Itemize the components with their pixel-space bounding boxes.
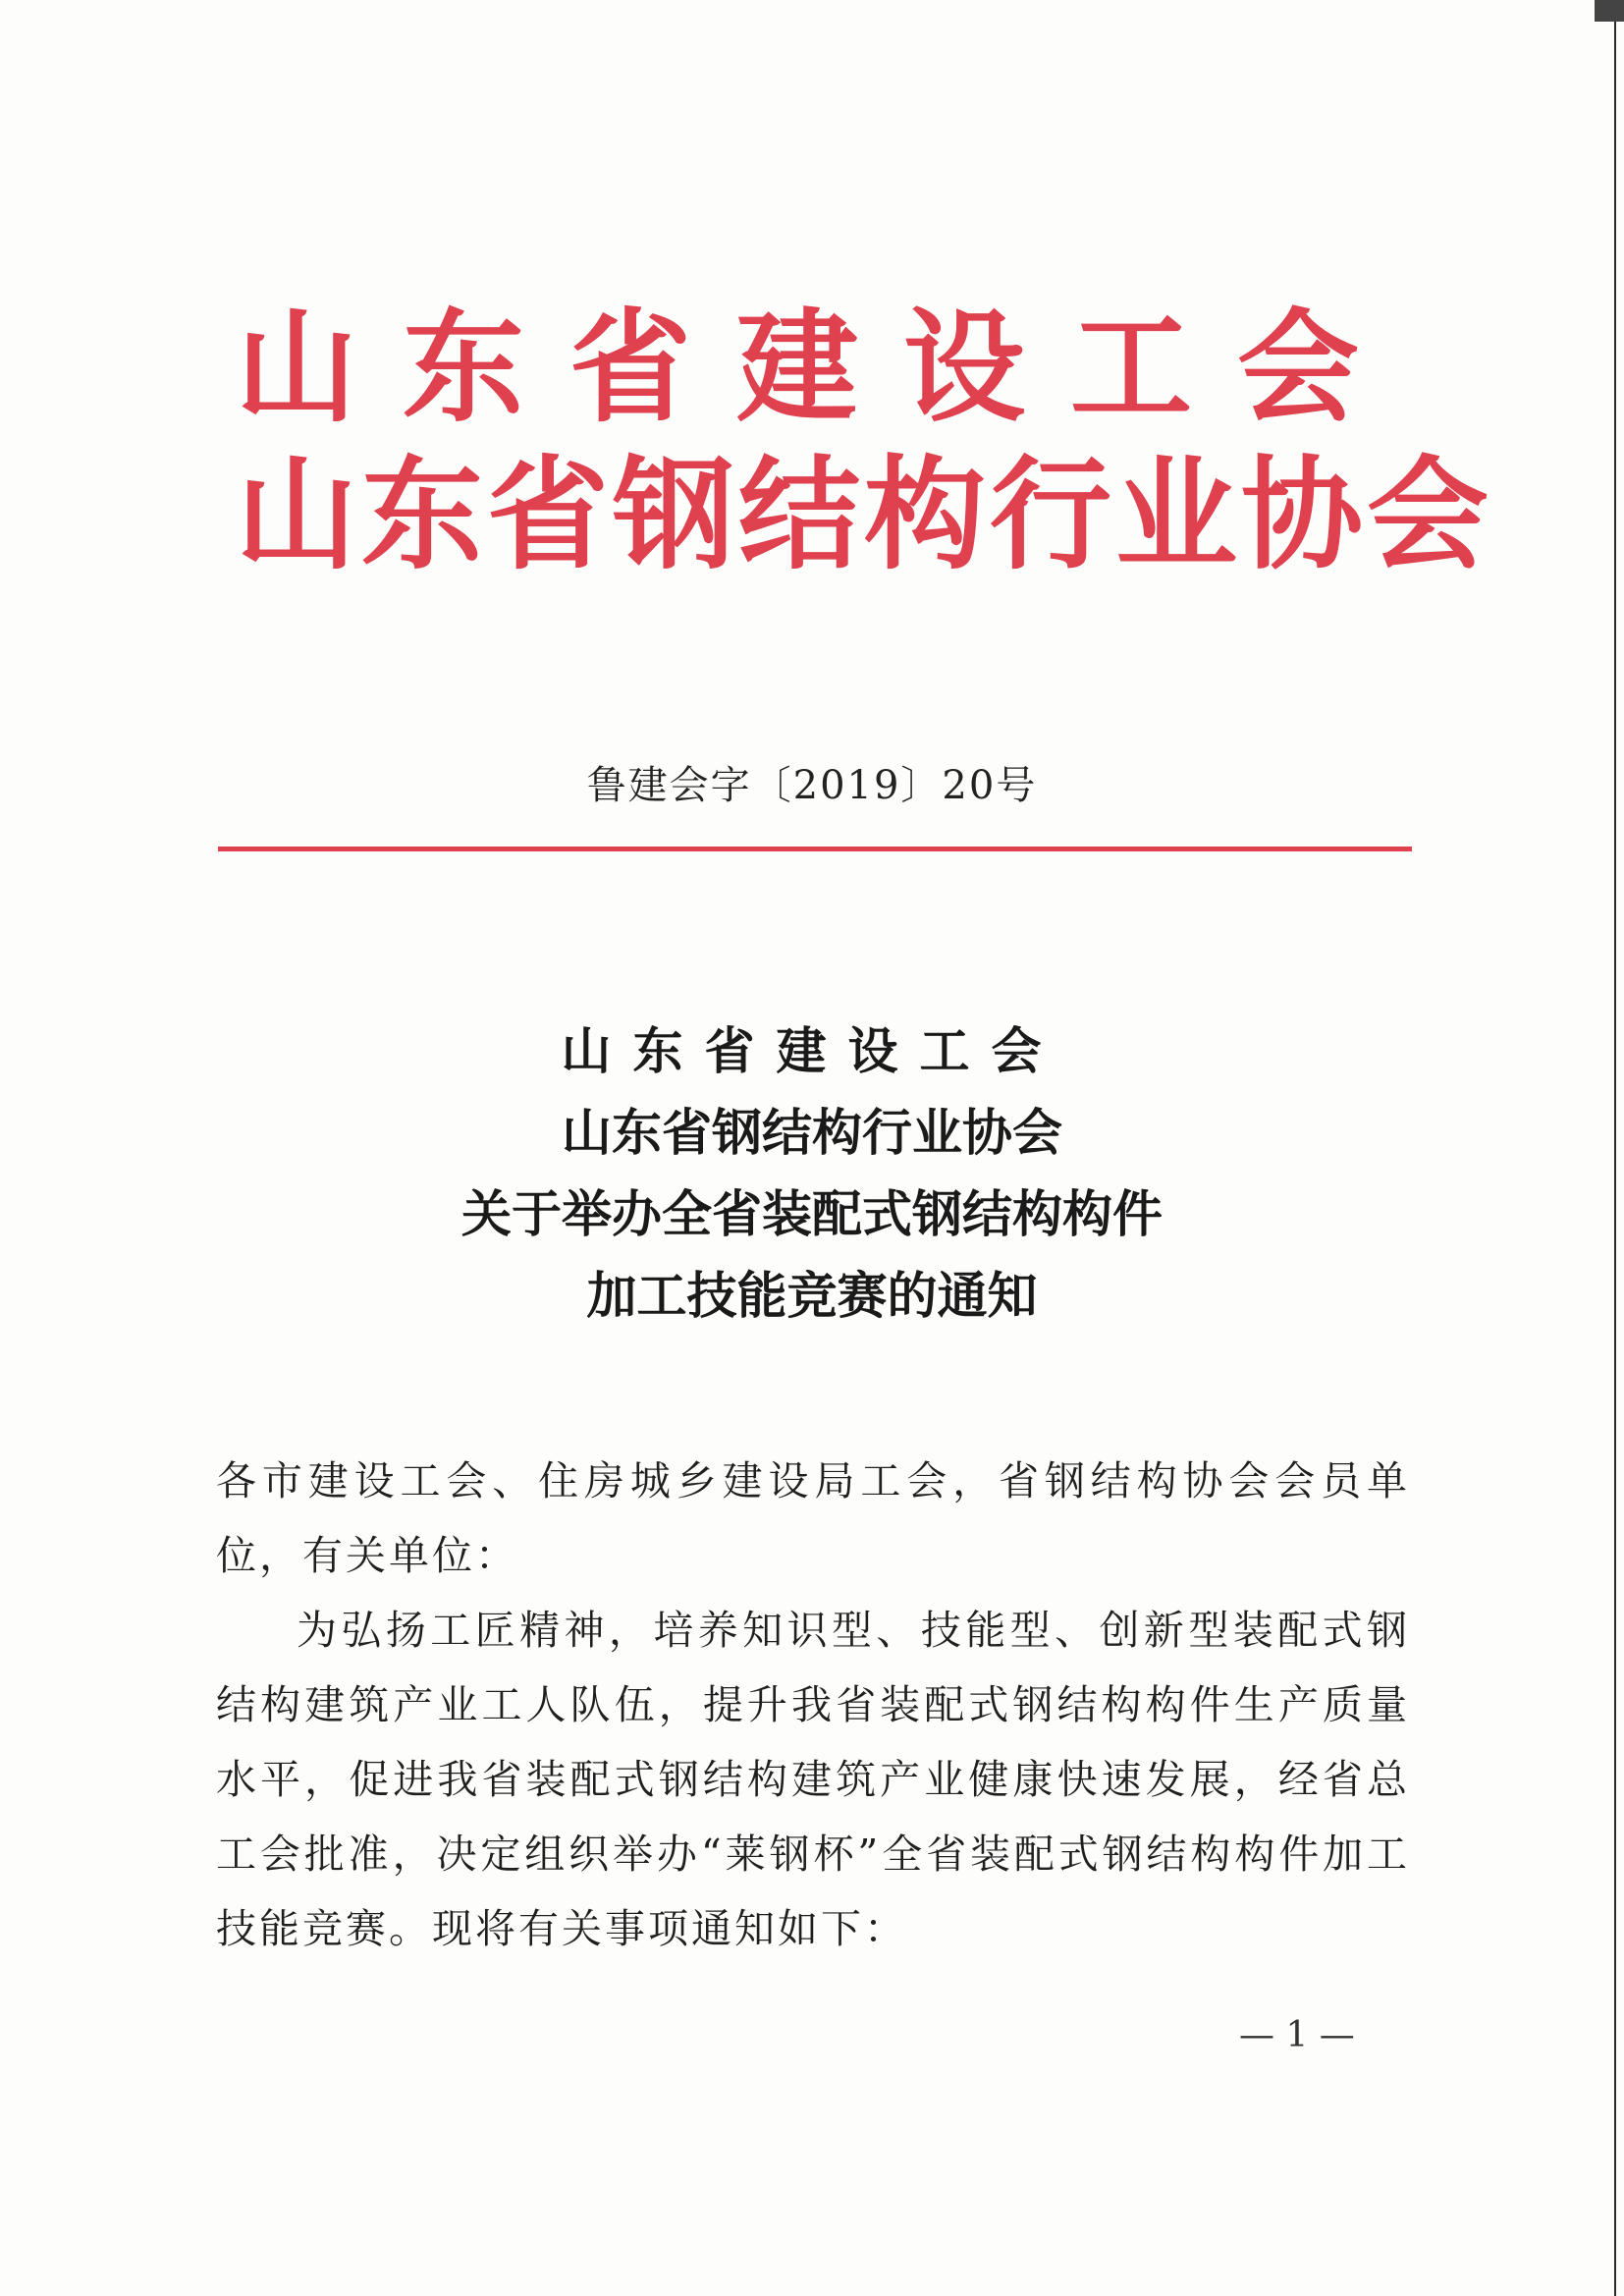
- body-paragraph-1: 为弘扬工匠精神，培养知识型、技能型、创新型装配式钢结构建筑产业工人队伍，提升我省装配式钢结构构件生产质量水平，促进我省装配式钢结构建筑产业健康快速发展，经省总工会批准，决定组织举办“莱钢杯”全省装配式钢结构构件加工技能竞赛。现将有关事项通知如下：: [216, 1607, 1410, 1952]
- red-separator-line: [218, 847, 1412, 851]
- title-line-1: 山东省建设工会: [561, 1023, 1063, 1081]
- page-number: — 1 —: [1239, 2015, 1355, 2055]
- masthead-org-1: 山东省建设工会: [236, 298, 1405, 439]
- scan-corner-mark: [1595, 0, 1624, 22]
- title-line-2: 山东省钢结构行业协会: [561, 1105, 1062, 1163]
- document-title: [0, 1011, 1624, 1338]
- document-body: [216, 1444, 1410, 1966]
- document-number: 鲁建会字〔2019〕20号: [586, 763, 1038, 808]
- salutation: 各市建设工会、住房城乡建设局工会，省钢结构协会会员单位，有关单位：: [216, 1457, 1410, 1579]
- title-line-4: 加工技能竞赛的通知: [586, 1268, 1038, 1326]
- masthead-org-2: 山东省钢结构行业协会: [236, 445, 1493, 586]
- title-line-3: 关于举办全省装配式钢结构构件: [460, 1186, 1163, 1244]
